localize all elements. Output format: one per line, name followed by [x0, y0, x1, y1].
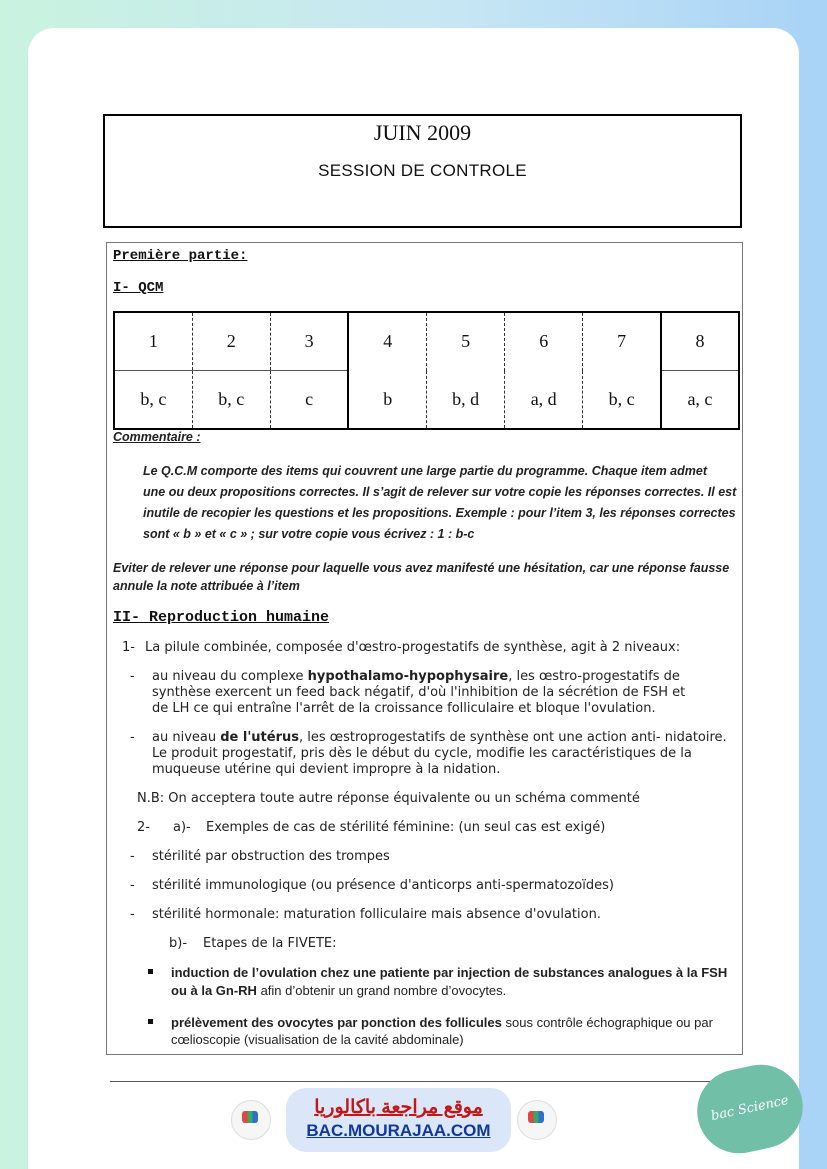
book-logo-icon — [517, 1100, 557, 1140]
sterility-item: stérilité par obstruction des trompes — [152, 849, 390, 864]
q1-bullet1-line3: de LH ce qui entraîne l'arrêt de la croissance folliculaire et bloque l'ovulation. — [152, 701, 656, 716]
footer-divider — [110, 1081, 745, 1082]
comment-line: une ou deux propositions correctes. Il s’agit de relever sur votre copie les réponses correctes. Il est — [143, 485, 737, 499]
comment-line: sont « b » et « c » ; sur votre copie vous écrivez : 1 : b-c — [143, 527, 475, 541]
q2b-text: Etapes de la FIVETE: — [203, 936, 337, 951]
qcm-answer-table — [113, 311, 740, 430]
fivete-step2-line2: cœlioscopie (visualisation de la cavité abdominale) — [171, 1032, 464, 1047]
qcm-number-cell: 1 — [114, 312, 192, 371]
q1-bullet1-line2: synthèse exercent un feed back négatif, d'où l'inhibition de la sécrétion de FSH et — [152, 685, 686, 700]
book-logo-icon — [231, 1100, 271, 1140]
q1-text: La pilule combinée, composée d'œstro-progestatifs de synthèse, agit à 2 niveaux: — [145, 640, 681, 655]
commentaire-label: Commentaire : — [113, 430, 201, 444]
dash-marker: - — [130, 669, 135, 684]
exam-date-title: JUIN 2009 — [373, 120, 472, 145]
part2-heading: II- Reproduction humaine — [113, 609, 330, 626]
nb-note: N.B: On acceptera toute autre réponse équivalente ou un schéma commenté — [137, 791, 640, 806]
qcm-number-cell: 4 — [348, 312, 426, 371]
qcm-number-cell: 2 — [192, 312, 270, 371]
qcm-answer-cell: a, c — [661, 371, 739, 430]
session-subtitle: SESSION DE CONTROLE — [318, 161, 527, 180]
qcm-answer-cell: b — [348, 371, 426, 430]
q2a-text: Exemples de cas de stérilité féminine: (un seul cas est exigé) — [206, 820, 606, 835]
qcm-answer-cell: c — [270, 371, 348, 430]
fivete-step1-line1: induction de l’ovulation chez une patiente par injection de substances analogues à la FSH — [171, 965, 728, 980]
qcm-answer-cell: b, c — [114, 371, 192, 430]
dash-marker: - — [130, 730, 135, 745]
fivete-step2-line1: prélèvement des ovocytes par ponction des follicules sous contrôle échographique ou par — [171, 1015, 713, 1030]
qcm-answer-cell: a, d — [505, 371, 583, 430]
qcm-heading: I- QCM — [113, 280, 164, 296]
q2a-label: a)- — [173, 820, 191, 835]
site-banner[interactable] — [286, 1088, 511, 1152]
qcm-number-cell: 7 — [583, 312, 661, 371]
comment-line: inutile de recopier les questions et les propositions. Exemple : pour l’item 3, les réponses correctes — [143, 506, 736, 520]
square-bullet-icon — [148, 969, 153, 974]
q1-bullet2-line2: Le produit progestatif, pris dès le début du cycle, modifie les caractéristiques de la — [152, 746, 692, 761]
site-name-arabic[interactable]: موقع مراجعة باكالوريا — [314, 1097, 483, 1118]
dash-marker: - — [130, 849, 135, 864]
dash-marker: - — [130, 878, 135, 893]
fivete-step1-line2: ou à la Gn-RH afin d’obtenir un grand nombre d’ovocytes. — [171, 983, 507, 998]
qcm-number-cell: 8 — [661, 312, 739, 371]
q1-bullet1-line1: au niveau du complexe hypothalamo-hypophysaire, les œstro-progestatifs de — [152, 669, 680, 684]
qcm-answer-cell: b, d — [427, 371, 505, 430]
q1-bullet2-line1: au niveau de l'utérus, les œstroprogestatifs de synthèse ont une action anti- nidatoire. — [152, 730, 727, 745]
warning-line: annule la note attribuée à l’item — [113, 579, 300, 593]
sterility-item: stérilité hormonale: maturation folliculaire mais absence d'ovulation. — [152, 907, 601, 922]
comment-line: Le Q.C.M comporte des items qui couvrent une large partie du programme. Chaque item admet — [143, 464, 708, 478]
dash-marker: - — [130, 907, 135, 922]
qcm-answer-cell: b, c — [192, 371, 270, 430]
qcm-number-cell: 5 — [427, 312, 505, 371]
part1-heading: Première partie: — [113, 248, 248, 264]
qcm-number-cell: 3 — [270, 312, 348, 371]
q2b-label: b)- — [169, 936, 188, 951]
sterility-item: stérilité immunologique (ou présence d'anticorps anti-spermatozoïdes) — [152, 878, 614, 893]
q2-number: 2- — [137, 820, 150, 835]
q1-bullet2-line3: muqueuse utérine qui devient impropre à la nidation. — [152, 762, 501, 777]
site-url-link[interactable]: BAC.MOURAJAA.COM — [306, 1121, 491, 1140]
exam-header-box — [103, 114, 742, 228]
q1-number: 1- — [122, 640, 135, 655]
qcm-answer-cell: b, c — [583, 371, 661, 430]
square-bullet-icon — [148, 1019, 153, 1024]
bac-science-logo: bac Science — [689, 1057, 810, 1161]
warning-line: Eviter de relever une réponse pour laquelle vous avez manifesté une hésitation, car une réponse fausse — [113, 561, 730, 575]
qcm-number-cell: 6 — [505, 312, 583, 371]
